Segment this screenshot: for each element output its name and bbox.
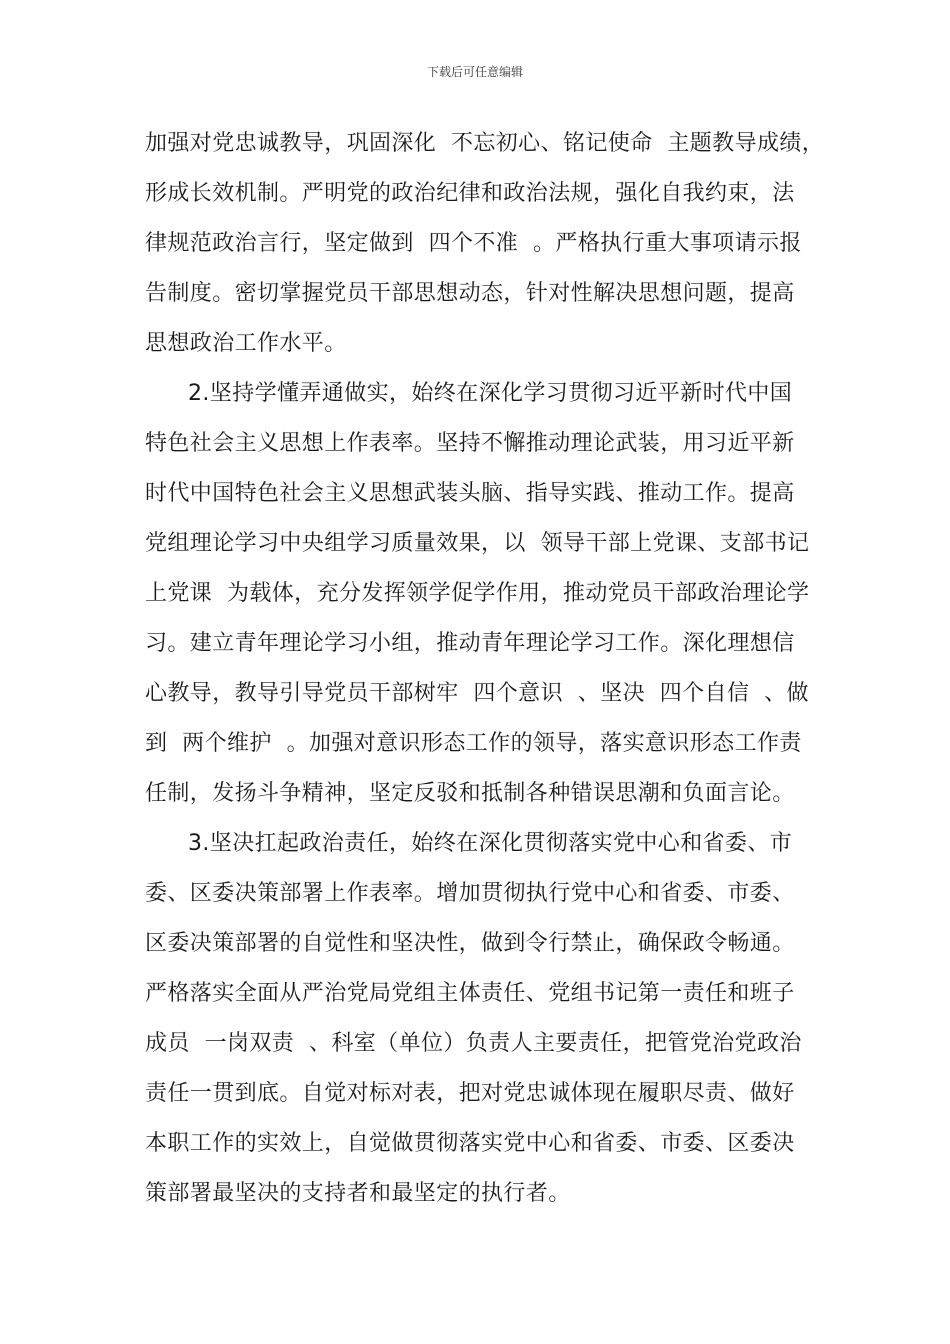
paragraph-2-line: 2.坚持学懂弄通做实，始终在深化学习贯彻习近平新时代中国 [188,381,793,406]
paragraph-2-line: 党组理论学习中央组学习质量效果，以 领导干部上党课、支部书记 [145,531,810,556]
paragraph-3-line: 区委决策部署的自觉性和坚决性，做到令行禁止，确保政令畅通。 [145,931,795,956]
paragraph-3-line: 策部署最坚决的支持者和最坚定的执行者。 [145,1181,571,1206]
paragraph-1-line: 思想政治工作水平。 [145,331,347,356]
paragraph-3-line: 严格落实全面从严治党局党组主体责任、党组书记第一责任和班子 [145,981,795,1006]
paragraph-1-line: 告制度。密切掌握党员干部思想动态，针对性解决思想问题，提高 [145,281,795,306]
paragraph-1-line: 形成长效机制。严明党的政治纪律和政治法规，强化自我约束，法 [145,181,795,206]
paragraph-3-line: 3.坚决扛起政治责任，始终在深化贯彻落实党中心和省委、市 [188,831,793,856]
paragraph-2-line: 到 两个维护 。加强对意识形态工作的领导，落实意识形态工作责 [145,731,802,756]
paragraph-2-line: 任制，发扬斗争精神，坚定反驳和抵制各种错误思潮和负面言论。 [145,781,795,806]
paragraph-3-line: 本职工作的实效上，自觉做贯彻落实党中心和省委、市委、区委决 [145,1131,795,1156]
paragraph-3-line: 成员 一岗双责 、科室（单位）负责人主要责任，把管党治党政治 [145,1031,802,1056]
paragraph-1-line: 律规范政治言行，坚定做到 四个不准 。严格执行重大事项请示报 [145,231,802,256]
paragraph-2-line: 心教导，教导引导党员干部树牢 四个意识 、坚决 四个自信 、做 [145,681,809,706]
paragraph-2-line: 时代中国特色社会主义思想武装头脑、指导实践、推动工作。提高 [145,481,795,506]
paragraph-1-line: 加强对党忠诚教导，巩固深化 不忘初心、铭记使命 主题教导成绩， [145,131,825,156]
paragraph-2-line: 上党课 为载体，充分发挥领学促学作用，推动党员干部政治理论学 [145,581,810,606]
page-header: 下载后可任意编辑 [426,65,523,79]
paragraph-2-line: 习。建立青年理论学习小组，推动青年理论学习工作。深化理想信 [145,631,795,656]
paragraph-3-line: 委、区委决策部署上作表率。增加贯彻执行党中心和省委、市委、 [145,881,795,906]
paragraph-2-line: 特色社会主义思想上作表率。坚持不懈推动理论武装，用习近平新 [145,431,795,456]
paragraph-3-line: 责任一贯到底。自觉对标对表，把对党忠诚体现在履职尽责、做好 [145,1081,795,1106]
